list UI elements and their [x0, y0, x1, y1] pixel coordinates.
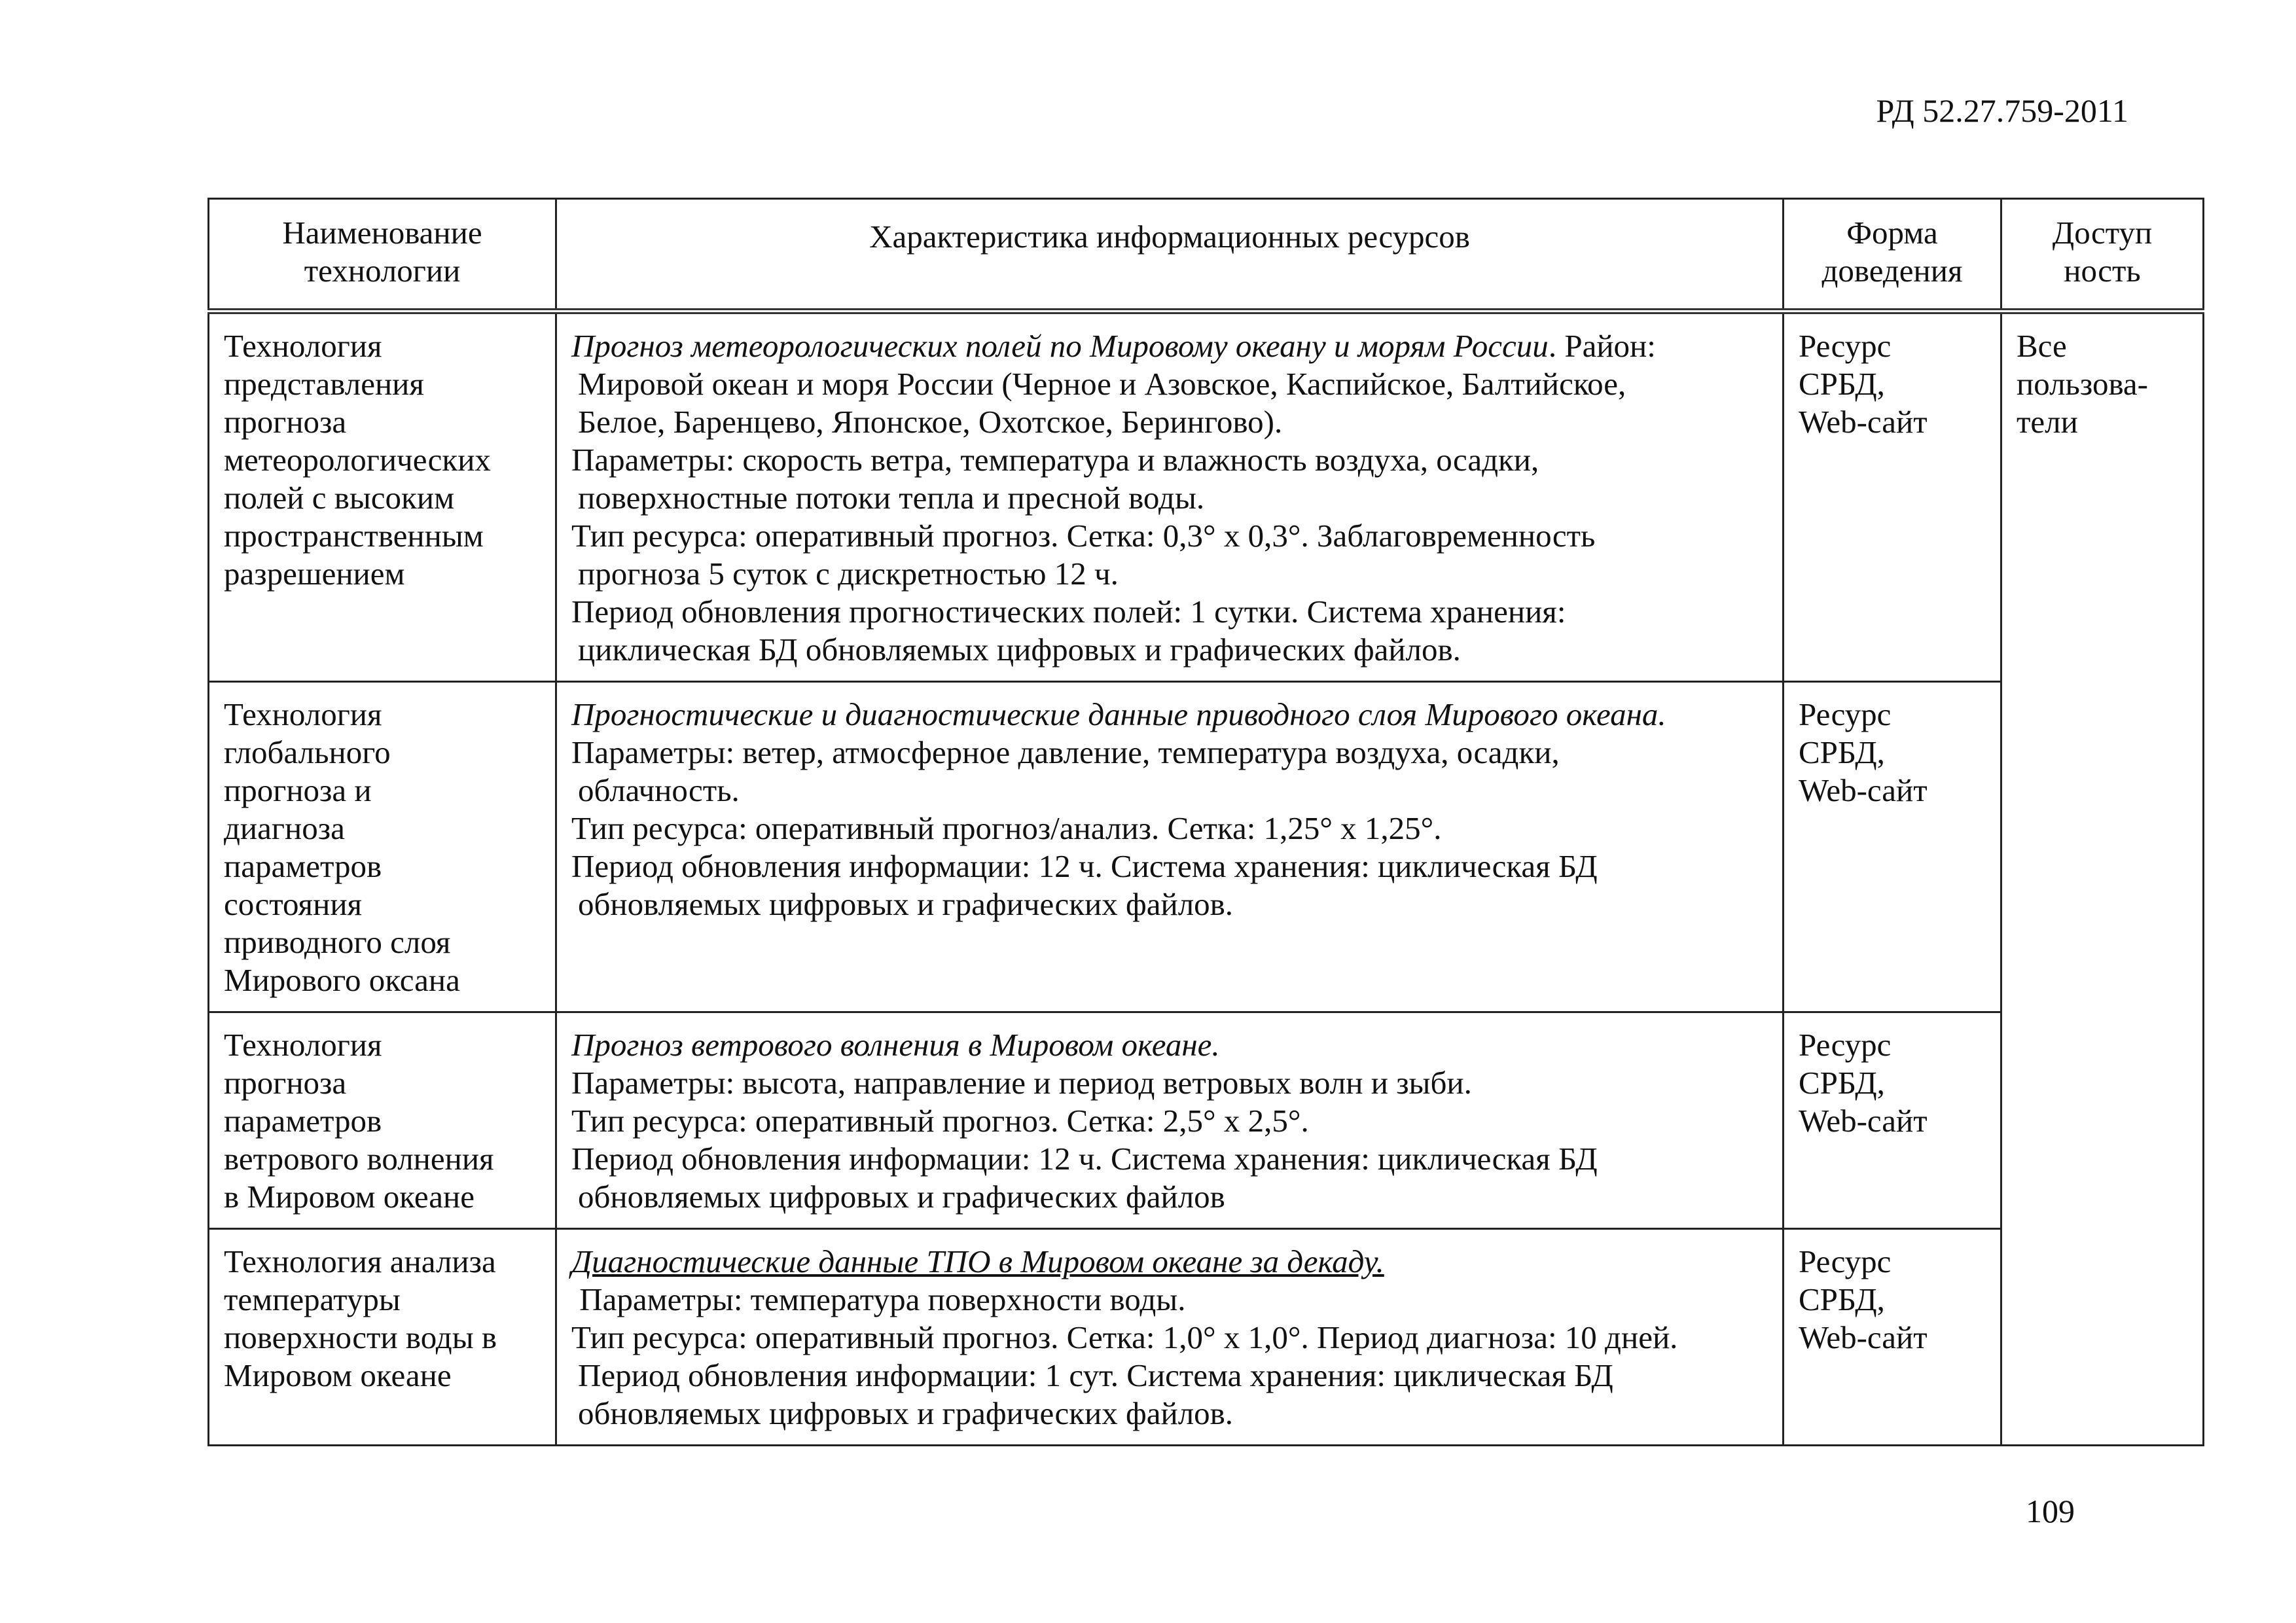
header-characteristics [556, 199, 1784, 312]
technology-name-line: температуры [224, 1281, 401, 1317]
header-name-line: технологии [304, 253, 461, 289]
delivery-form-line: СРБД, [1799, 734, 1885, 770]
technology-name-cell [209, 1012, 556, 1229]
delivery-form-line: Web-сайт [1799, 1103, 1928, 1139]
technology-name-line: прогноза [224, 1065, 347, 1101]
characteristics-line: Период обновления информации: 12 ч. Система хранения: циклическая БД [571, 848, 1598, 884]
characteristics-line: Тип ресурса: оперативный прогноз/анализ. Сетка: 1,25° x 1,25°. [571, 810, 1442, 846]
header-access [2001, 199, 2204, 312]
delivery-form-line: Web-сайт [1799, 772, 1928, 808]
access-cell [2001, 312, 2204, 1446]
technology-name-line: состояния [224, 886, 363, 922]
delivery-form-line: Ресурс [1799, 328, 1892, 364]
technology-name-line: параметров [224, 848, 382, 884]
characteristics-title: Прогностические и диагностические данные приводного слоя Мирового океана. [571, 696, 1666, 732]
characteristics-line: Параметры: температура поверхности воды. [571, 1281, 1186, 1317]
technology-name-line: представления [224, 366, 424, 402]
characteristics-line: Белое, Баренцево, Японское, Охотское, Берингово). [578, 404, 1283, 440]
technology-name-cell [209, 312, 556, 682]
header-name-line: Наименование [282, 215, 482, 251]
table-row [209, 1229, 2204, 1446]
technology-name-line: пространственным [224, 518, 484, 554]
characteristics-line: облачность. [578, 772, 740, 808]
characteristics-line: обновляемых цифровых и графических файлов [578, 1179, 1225, 1215]
technology-name-line: прогноза и [224, 772, 372, 808]
characteristics-title-line [571, 327, 1769, 365]
characteristics-line: Тип ресурса: оперативный прогноз. Сетка: 2,5° x 2,5°. [571, 1103, 1309, 1139]
resources-table [207, 198, 2204, 1446]
header-form-line: Форма [1846, 215, 1938, 251]
characteristics-line: Параметры: высота, направление и период ветровых волн и зыби. [571, 1065, 1472, 1101]
table-header-row [209, 199, 2204, 312]
access-line: тели [2017, 404, 2078, 440]
technology-name-line: диагноза [224, 810, 345, 846]
technology-name-line: Мирового оксана [224, 962, 460, 998]
delivery-form-line: Web-сайт [1799, 404, 1928, 440]
characteristics-cell [556, 682, 1784, 1012]
delivery-form-cell [1784, 1229, 2001, 1446]
characteristics-title: Диагностические данные ТПО в Мировом океане за декаду. [571, 1243, 1384, 1279]
technology-name-line: в Мировом океане [224, 1179, 475, 1215]
characteristics-line: обновляемых цифровых и графических файлов. [578, 886, 1234, 922]
document-code: РД 52.27.759-2011 [1876, 92, 2128, 129]
technology-name-line: прогноза [224, 404, 347, 440]
characteristics-line: . Район: [1548, 328, 1656, 364]
header-name [209, 199, 556, 312]
delivery-form-cell [1784, 312, 2001, 682]
characteristics-line: Тип ресурса: оперативный прогноз. Сетка: 1,0° x 1,0°. Период диагноза: 10 дней. [571, 1319, 1678, 1355]
technology-name-line: Мировом океане [224, 1357, 452, 1393]
delivery-form-line: Web-сайт [1799, 1319, 1928, 1355]
header-characteristics-line: Характеристика информационных ресурсов [869, 219, 1470, 255]
technology-name-line: полей с высоким [224, 480, 455, 516]
characteristics-title: Прогноз ветрового волнения в Мировом океане. [571, 1027, 1220, 1063]
characteristics-line: Параметры: ветер, атмосферное давление, температура воздуха, осадки, [571, 734, 1560, 770]
characteristics-line: Период обновления информации: 12 ч. Система хранения: циклическая БД [571, 1141, 1598, 1177]
technology-name-line: метеорологических [224, 442, 491, 478]
table-row [209, 312, 2204, 682]
delivery-form-line: СРБД, [1799, 366, 1885, 402]
characteristics-cell [556, 1229, 1784, 1446]
characteristics-line: Период обновления прогностических полей: 1 сутки. Система хранения: [571, 594, 1566, 630]
page-number: 109 [2026, 1493, 2075, 1529]
technology-name-line: параметров [224, 1103, 382, 1139]
technology-name-line: Технология [224, 1027, 382, 1063]
characteristics-line: Период обновления информации: 1 сут. Система хранения: циклическая БД [578, 1357, 1613, 1393]
characteristics-line: Мировой океан и моря России (Черное и Азовское, Каспийское, Балтийское, [578, 366, 1626, 402]
characteristics-title: Прогноз метеорологических полей по Мировому океану и морям России [571, 328, 1549, 364]
characteristics-line: циклическая БД обновляемых цифровых и графических файлов. [578, 632, 1461, 668]
characteristics-line: прогноза 5 суток с дискретностью 12 ч. [578, 556, 1119, 592]
header-form-line: доведения [1821, 253, 1963, 289]
technology-name-line: Технология [224, 696, 382, 732]
characteristics-line: Тип ресурса: оперативный прогноз. Сетка: 0,3° x 0,3°. Заблаговременность [571, 518, 1596, 554]
technology-name-line: ветрового волнения [224, 1141, 494, 1177]
access-line: пользова- [2017, 366, 2149, 402]
table-row [209, 682, 2204, 1012]
technology-name-cell [209, 1229, 556, 1446]
header-access-line: ность [2064, 253, 2141, 289]
characteristics-cell [556, 312, 1784, 682]
technology-name-line: глобального [224, 734, 391, 770]
technology-name-line: Технология [224, 328, 382, 364]
delivery-form-cell [1784, 682, 2001, 1012]
technology-name-line: Технология анализа [224, 1243, 496, 1279]
delivery-form-line: Ресурс [1799, 1027, 1892, 1063]
header-access-line: Доступ [2052, 215, 2153, 251]
delivery-form-line: Ресурс [1799, 696, 1892, 732]
characteristics-line: Параметры: скорость ветра, температура и влажность воздуха, осадки, [571, 442, 1539, 478]
delivery-form-line: Ресурс [1799, 1243, 1892, 1279]
characteristics-line: поверхностные потоки тепла и пресной воды. [578, 480, 1205, 516]
delivery-form-cell [1784, 1012, 2001, 1229]
characteristics-line: обновляемых цифровых и графических файлов. [578, 1395, 1234, 1431]
technology-name-line: разрешением [224, 556, 405, 592]
delivery-form-line: СРБД, [1799, 1281, 1885, 1317]
technology-name-line: приводного слоя [224, 924, 451, 960]
delivery-form-line: СРБД, [1799, 1065, 1885, 1101]
table-row [209, 1012, 2204, 1229]
technology-name-line: поверхности воды в [224, 1319, 497, 1355]
access-line: Все [2017, 328, 2067, 364]
characteristics-cell [556, 1012, 1784, 1229]
technology-name-cell [209, 682, 556, 1012]
header-form [1784, 199, 2001, 312]
